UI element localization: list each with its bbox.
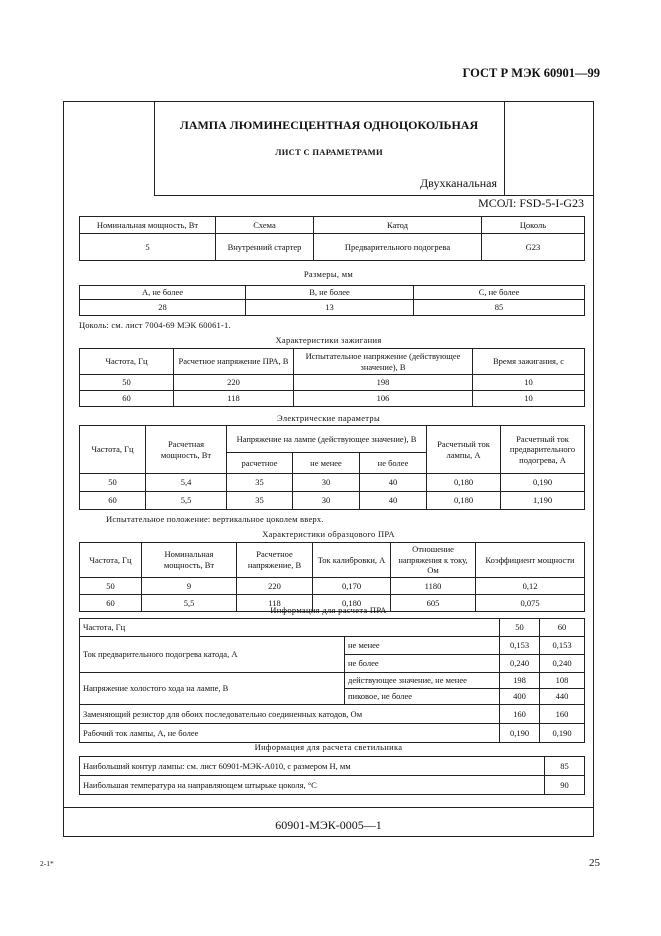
cap-note: Цоколь: см. лист 7004-69 МЭК 60061-1. <box>79 320 231 330</box>
ballast-cell: 1180 <box>391 577 476 594</box>
luminaire-label: Наибольший контур лампы: см. лист 60901-МЭК-А010, с размером H, мм <box>80 757 545 776</box>
page-number: 25 <box>589 857 600 869</box>
electric-cell: 50 <box>80 474 146 492</box>
ballast-cell: 5,5 <box>142 594 237 611</box>
electric-cell: 30 <box>293 492 360 510</box>
work-current-value: 0,190 <box>500 724 540 743</box>
ballast-cell: 0,075 <box>476 594 585 611</box>
electric-cell: 5,4 <box>146 474 227 492</box>
ballast-cell: 0,180 <box>313 594 391 611</box>
main-header: Катод <box>314 217 482 234</box>
lamp-code: МСОЛ: FSD-5-I-G23 <box>478 196 584 210</box>
resistor-value: 160 <box>540 705 585 724</box>
ballast-header: Частота, Гц <box>80 543 142 578</box>
ignition-cell: 118 <box>174 391 294 407</box>
work-current-value: 0,190 <box>540 724 585 743</box>
ocv-value: 198 <box>500 673 540 689</box>
electric-cell: 5,5 <box>146 492 227 510</box>
electric-header: Расчетная мощность, Вт <box>146 426 227 474</box>
ballast-cell: 605 <box>391 594 476 611</box>
standard-code: ГОСТ Р МЭК 60901—99 <box>462 66 600 80</box>
ballast-cell: 118 <box>237 594 313 611</box>
dim-cell: 85 <box>414 300 585 316</box>
luminaire-value: 90 <box>545 776 585 795</box>
electric-cell: 0,190 <box>501 474 585 492</box>
electric-cell: 35 <box>227 492 293 510</box>
electric-subheader: расчетное <box>227 453 293 474</box>
resistor-label: Заменяющий резистор для обоих последовательно соединенных катодов, Ом <box>80 705 500 724</box>
ballast-table <box>79 542 585 612</box>
electric-header: Частота, Гц <box>80 426 146 474</box>
preheat-condition: не менее <box>345 637 500 655</box>
electric-cell: 30 <box>293 474 360 492</box>
main-header: Цоколь <box>482 217 585 234</box>
test-position-note: Испытательное положение: вертикальное цоколем вверх. <box>106 514 324 524</box>
footer-divider <box>63 807 594 808</box>
sheet-subtitle: ЛИСТ С ПАРАМЕТРАМИ <box>275 147 383 157</box>
ignition-cell: 10 <box>473 391 585 407</box>
main-cell: G23 <box>482 234 585 261</box>
main-cell: Предварительного подогрева <box>314 234 482 261</box>
ballast-cell: 220 <box>237 577 313 594</box>
dimensions-title: Размеры, мм <box>303 269 354 279</box>
ocv-value: 400 <box>500 689 540 705</box>
ignition-header: Время зажигания, с <box>473 349 585 375</box>
electric-cell: 40 <box>360 492 427 510</box>
preheat-value: 0,153 <box>500 637 540 655</box>
ballast-header: Отношение напряжения к току, Ом <box>391 543 476 578</box>
preheat-condition: не более <box>345 655 500 673</box>
ignition-cell: 106 <box>294 391 473 407</box>
ballast-calc-title: Информация для расчета ПРА <box>270 605 387 615</box>
ballast-header: Номинальная мощность, Вт <box>142 543 237 578</box>
ballast-cell: 9 <box>142 577 237 594</box>
ballast-cell: 50 <box>80 577 142 594</box>
print-mark: 2-1* <box>40 859 54 868</box>
ignition-cell: 50 <box>80 375 174 391</box>
document-number: 60901-МЭК-0005—1 <box>275 818 382 832</box>
ballast-cell: 60 <box>80 594 142 611</box>
work-current-label: Рабочий ток лампы, А, не более <box>80 724 500 743</box>
luminaire-table <box>79 756 585 795</box>
dim-cell: 13 <box>246 300 414 316</box>
electric-cell: 0,180 <box>427 492 501 510</box>
luminaire-title: Информация для расчета светильника <box>254 742 403 752</box>
main-cell: Внутренний стартер <box>216 234 314 261</box>
ignition-cell: 220 <box>174 375 294 391</box>
ballast-cell: 0,12 <box>476 577 585 594</box>
electric-header: Расчетный ток предварительного подогрева, А <box>501 426 585 474</box>
ocv-condition: действующее значение, не менее <box>345 673 500 689</box>
electric-cell: 40 <box>360 474 427 492</box>
dim-header: A, не более <box>80 286 246 300</box>
preheat-label: Ток предварительного подогрева катода, А <box>80 637 345 673</box>
dim-header: B, не более <box>246 286 414 300</box>
ocv-condition: пиковое, не более <box>345 689 500 705</box>
ignition-table <box>79 348 585 407</box>
electric-cell: 60 <box>80 492 146 510</box>
main-cell: 5 <box>80 234 216 261</box>
luminaire-label: Наибольшая температура на направляющем штырьке цоколя, °С <box>80 776 545 795</box>
freq-label: Частота, Гц <box>80 619 500 637</box>
electric-title: Электрические параметры <box>277 413 380 423</box>
electric-cell: 35 <box>227 474 293 492</box>
ignition-cell: 10 <box>473 375 585 391</box>
electric-table <box>79 425 585 510</box>
preheat-value: 0,240 <box>540 655 585 673</box>
ballast-header: Коэффициент мощности <box>476 543 585 578</box>
electric-header: Напряжение на лампе (действующее значение), В <box>227 426 427 453</box>
electric-cell: 0,180 <box>427 474 501 492</box>
ballast-cell: 0,170 <box>313 577 391 594</box>
preheat-value: 0,240 <box>500 655 540 673</box>
preheat-value: 0,153 <box>540 637 585 655</box>
sheet-title: ЛАМПА ЛЮМИНЕСЦЕНТНАЯ ОДНОЦОКОЛЬНАЯ <box>179 118 479 132</box>
luminaire-value: 85 <box>545 757 585 776</box>
ignition-title: Характеристики зажигания <box>275 335 382 345</box>
ocv-value: 440 <box>540 689 585 705</box>
header-divider-right <box>504 101 505 195</box>
electric-cell: 1,190 <box>501 492 585 510</box>
ballast-calc-table <box>79 618 585 743</box>
main-table <box>79 216 585 261</box>
electric-subheader: не более <box>360 453 427 474</box>
electric-subheader: не менее <box>293 453 360 474</box>
ignition-header: Расчетное напряжение ПРА, В <box>174 349 294 375</box>
resistor-value: 160 <box>500 705 540 724</box>
ballast-header: Расчетное напряжение, В <box>237 543 313 578</box>
freq-value: 50 <box>500 619 540 637</box>
main-header: Схема <box>216 217 314 234</box>
ignition-header: Частота, Гц <box>80 349 174 375</box>
ignition-cell: 60 <box>80 391 174 407</box>
ocv-value: 108 <box>540 673 585 689</box>
ocv-label: Напряжение холостого хода на лампе, В <box>80 673 345 705</box>
ignition-header: Испытательное напряжение (действующее значение), В <box>294 349 473 375</box>
main-header: Номинальная мощность, Вт <box>80 217 216 234</box>
electric-header: Расчетный ток лампы, А <box>427 426 501 474</box>
ballast-title: Характеристики образцового ПРА <box>262 529 395 539</box>
dimensions-table <box>79 285 585 316</box>
freq-value: 60 <box>540 619 585 637</box>
dim-cell: 28 <box>80 300 246 316</box>
dim-header: C, не более <box>414 286 585 300</box>
lamp-variant: Двухканальная <box>420 176 497 190</box>
ballast-header: Ток калибровки, А <box>313 543 391 578</box>
ignition-cell: 198 <box>294 375 473 391</box>
